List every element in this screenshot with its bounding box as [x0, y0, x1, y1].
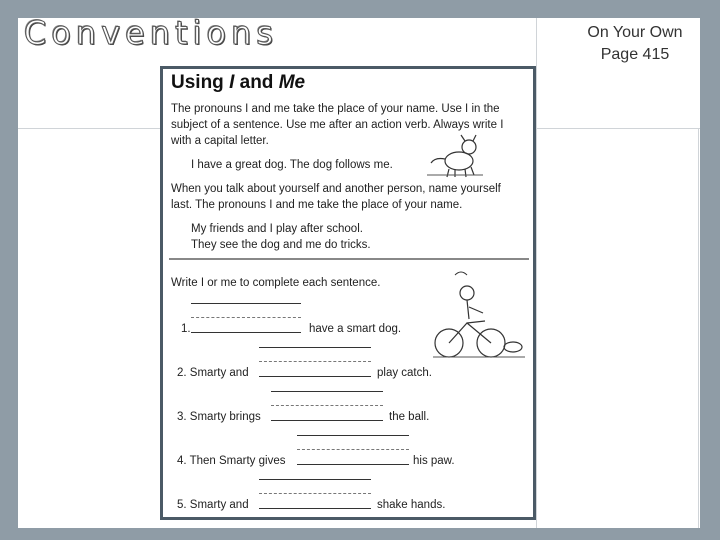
writing-line-top [271, 391, 383, 392]
writing-line-top [297, 435, 409, 436]
subtitle-line-1: On Your Own [587, 24, 683, 41]
heading-text: and [234, 72, 279, 93]
heading-text: Using [171, 72, 230, 93]
answer-line[interactable] [259, 376, 371, 377]
directions: Write I or me to complete each sentence. [171, 277, 381, 289]
item-before: Smarty brings [189, 411, 261, 423]
writing-line-middle [259, 493, 371, 494]
grid-line [536, 18, 537, 528]
item-1-after: have a smart dog. [309, 323, 402, 335]
slide-subtitle [560, 22, 710, 66]
item-before: Smarty and [189, 367, 249, 379]
writing-line-middle [271, 405, 383, 406]
writing-line-middle [259, 361, 371, 362]
example-1: I have a great dog. The dog follows me. [191, 159, 393, 171]
paragraph-1-line-3: with a capital letter. [171, 135, 269, 147]
writing-line-middle [191, 317, 301, 318]
example-2-line-2: They see the dog and me do tricks. [191, 239, 371, 251]
paragraph-2-line-1: When you talk about yourself and another person, name yourself [171, 183, 501, 195]
slide-title: Conventions [24, 14, 279, 52]
item-1 [181, 321, 191, 337]
answer-line[interactable] [271, 420, 383, 421]
worksheet-image [160, 66, 536, 520]
item-2 [177, 365, 249, 381]
worksheet-heading [171, 72, 306, 93]
item-before: Smarty and [189, 499, 249, 511]
item-5-after: shake hands. [377, 499, 446, 511]
item-3-after: the ball. [389, 411, 430, 423]
item-4 [177, 453, 285, 469]
item-number: 1. [181, 323, 191, 335]
paragraph-2-line-2: last. The pronouns I and me take the place of your name. [171, 199, 463, 211]
writing-line-middle [297, 449, 409, 450]
writing-line-top [259, 479, 371, 480]
item-5 [177, 497, 249, 513]
example-2-line-1: My friends and I play after school. [191, 223, 363, 235]
grid-line [698, 128, 699, 528]
writing-line-top [191, 303, 301, 304]
subtitle-line-2: Page 415 [600, 46, 670, 63]
heading-me: Me [278, 72, 306, 93]
paragraph-1-line-2: subject of a sentence. Use me after an action verb. Always write I [171, 119, 504, 131]
item-3 [177, 409, 261, 425]
item-number: 4. [177, 455, 187, 467]
item-before: Then Smarty gives [189, 455, 286, 467]
paragraph-1-line-1: The pronouns I and me take the place of your name. Use I in the [171, 103, 500, 115]
writing-line-top [259, 347, 371, 348]
section-divider [169, 258, 529, 260]
answer-line[interactable] [297, 464, 409, 465]
item-4-after: his paw. [413, 455, 455, 467]
dog-illustration [425, 129, 485, 179]
item-number: 3. [177, 411, 187, 423]
item-number: 5. [177, 499, 187, 511]
answer-line[interactable] [191, 332, 301, 333]
answer-line[interactable] [259, 508, 371, 509]
item-2-after: play catch. [377, 367, 432, 379]
item-number: 2. [177, 367, 187, 379]
bike-illustration [427, 269, 527, 365]
heading-i: I [229, 72, 235, 93]
